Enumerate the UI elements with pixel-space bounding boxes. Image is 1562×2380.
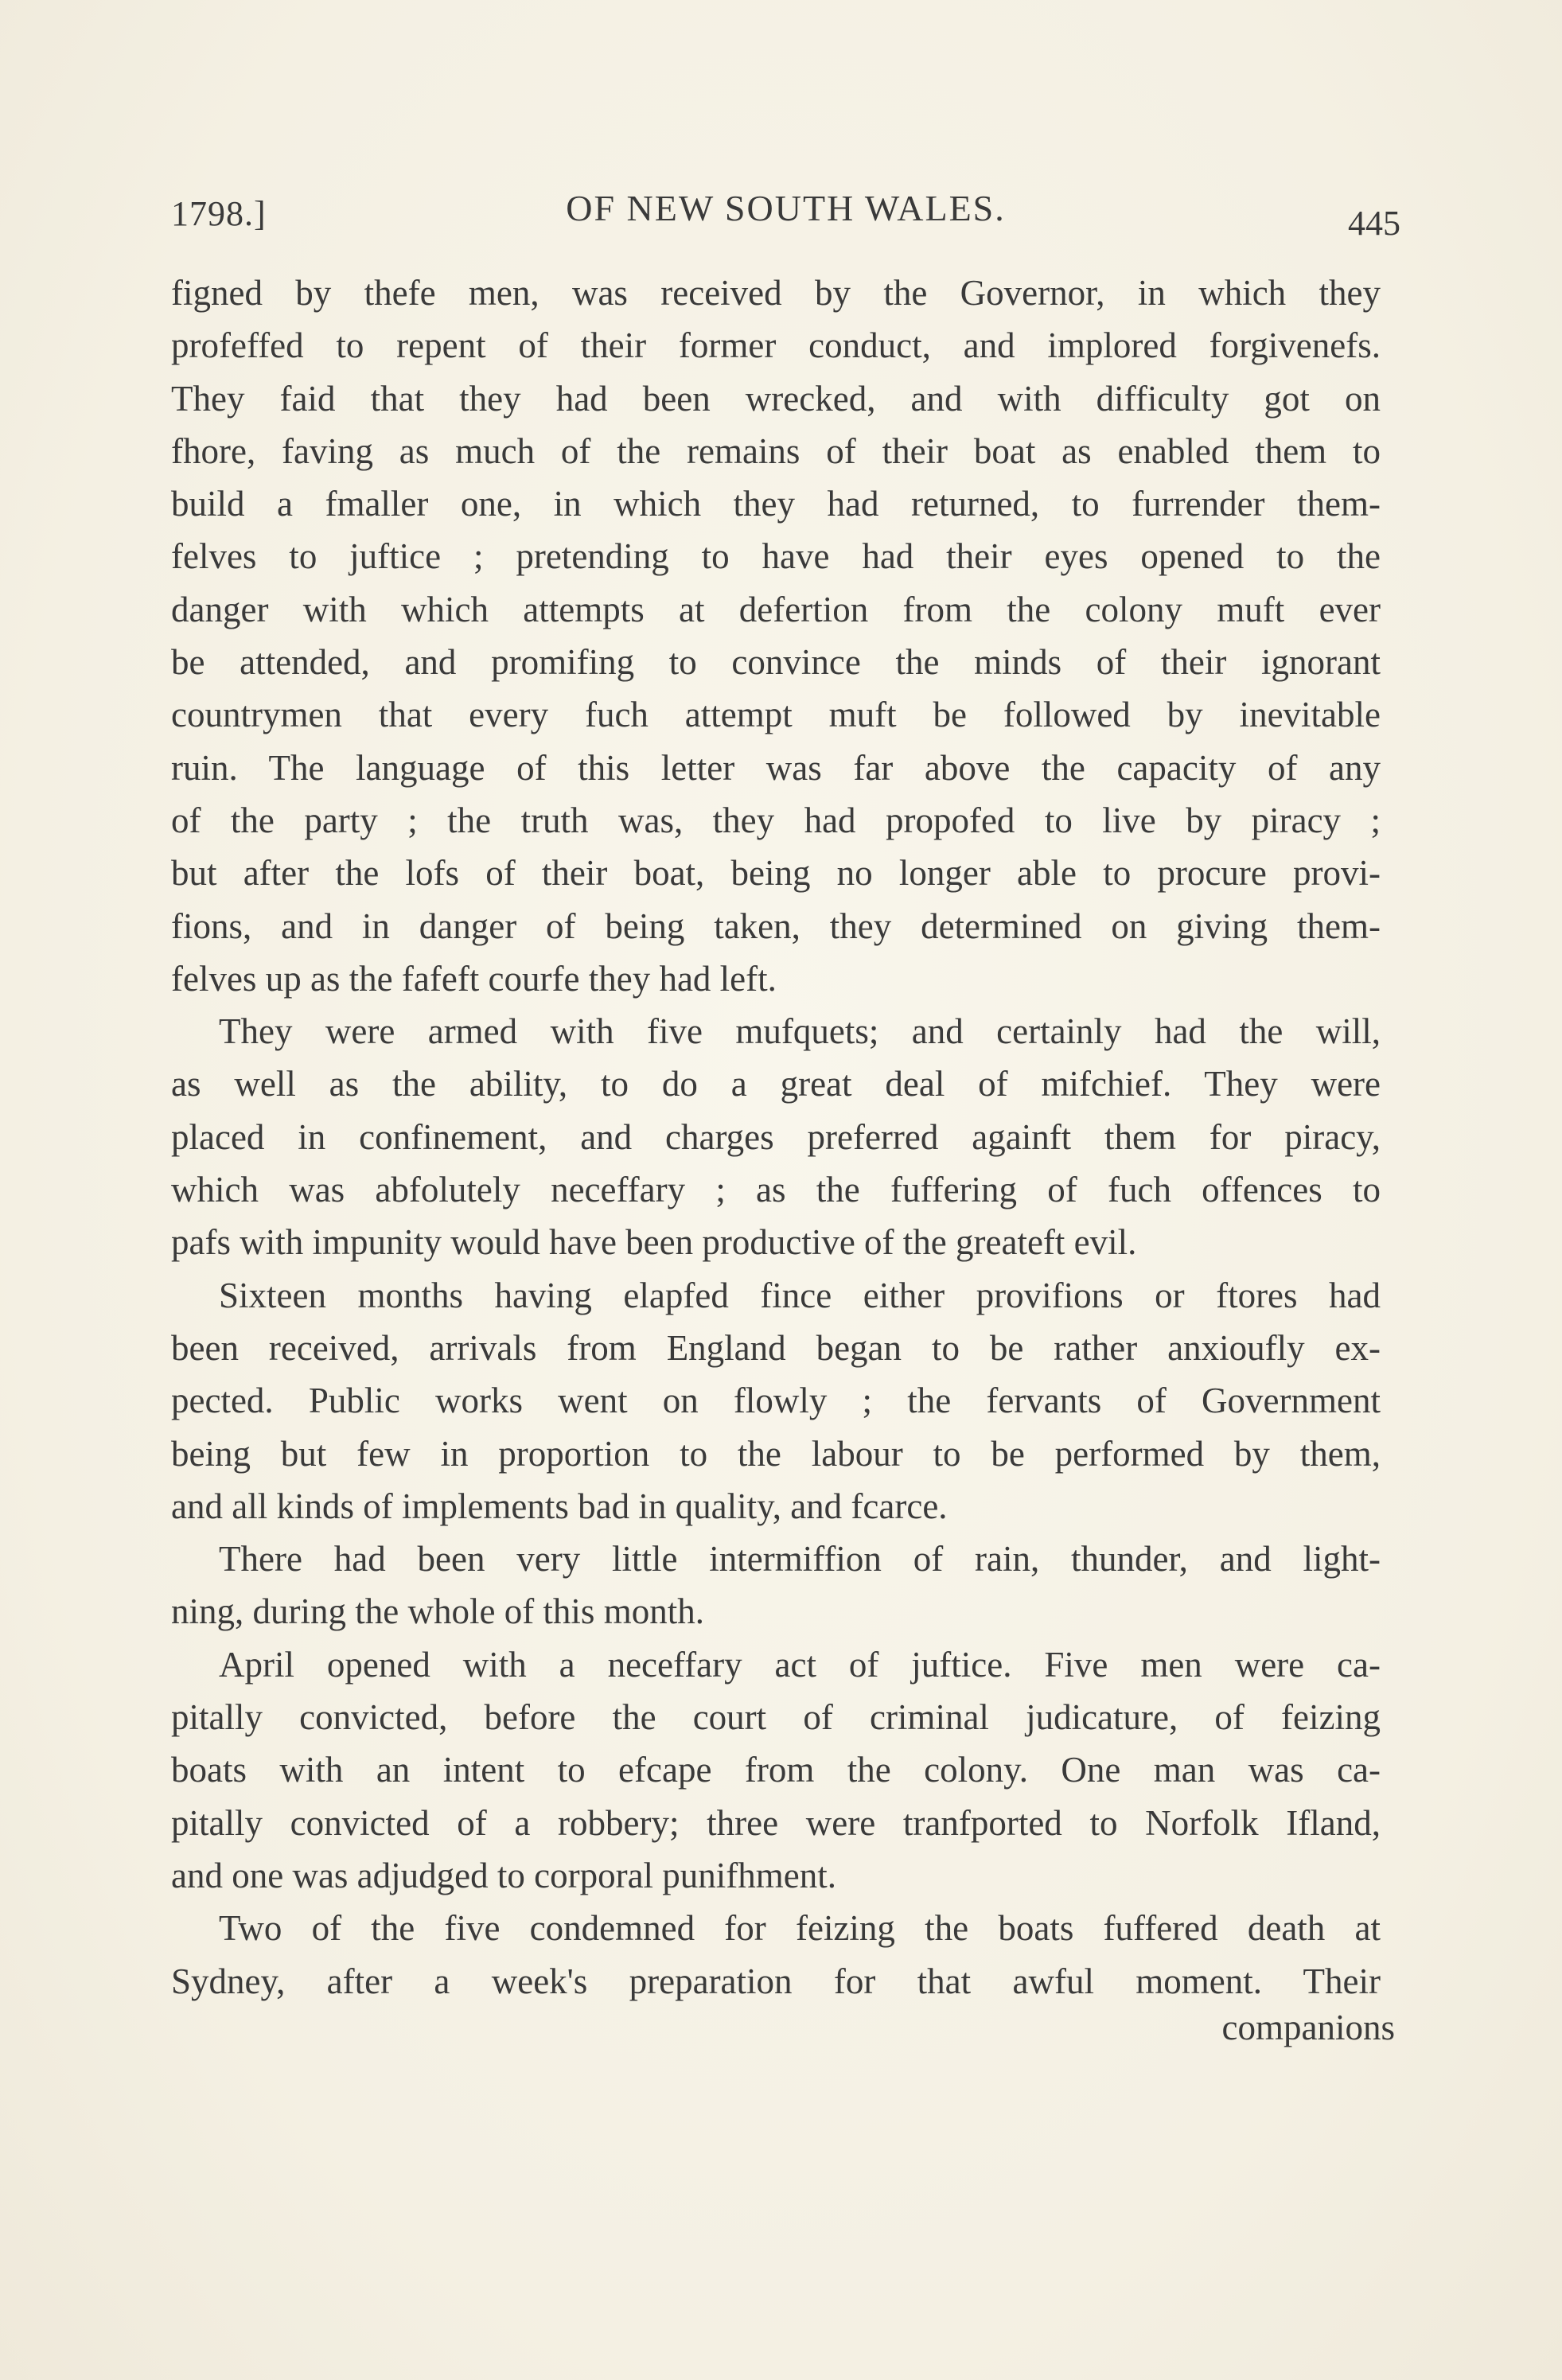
text-line: felves to juftice ; pretending to have had their eyes opened to the (171, 536, 1381, 577)
text-line: fhore, faving as much of the remains of their boat as enabled them to (171, 430, 1381, 471)
text-line: and all kinds of implements bad in quality, and fcarce. (171, 1486, 948, 1526)
catchword: companions (1221, 2008, 1395, 2047)
text-line: figned by thefe men, was received by the Governor, in which they (171, 273, 1381, 313)
text-line: profeffed to repent of their former conduct, and implored forgivenefs. (171, 325, 1381, 366)
text-line: of the party ; the truth was, they had propofed to live by piracy ; (171, 800, 1381, 840)
text-line: pitally convicted, before the court of criminal judicature, of feizing (171, 1697, 1381, 1738)
header-year: 1798.] (171, 194, 267, 233)
page-number: 445 (1348, 204, 1400, 243)
body-text (171, 267, 1381, 2008)
text-line: which was abfolutely neceffary ; as the fuffering of fuch offences to (171, 1170, 1381, 1210)
text-line: Two of the five condemned for feizing the boats fuffered death at (219, 1908, 1381, 1949)
text-line: danger with which attempts at defertion from the colony muft ever (171, 589, 1381, 629)
text-line: and one was adjudged to corporal punifhment. (171, 1855, 837, 1895)
running-title: OF NEW SOUTH WALES. (566, 188, 1006, 228)
text-line: be attended, and promifing to convince the minds of their ignorant (171, 642, 1381, 683)
text-line: felves up as the fafeft courfe they had left. (171, 958, 777, 999)
text-line: pafs with impunity would have been productive of the greateft evil. (171, 1222, 1137, 1263)
running-header (171, 187, 1400, 243)
text-line: pitally convicted of a robbery; three were tranfported to Norfolk Ifland, (171, 1802, 1381, 1843)
text-line: fions, and in danger of being taken, they determined on giving them- (171, 906, 1381, 946)
text-line: pected. Public works went on flowly ; the fervants of Government (171, 1381, 1381, 1421)
text-line: ning, during the whole of this month. (171, 1591, 704, 1632)
text-line: There had been very little intermiffion of rain, thunder, and light- (219, 1539, 1381, 1580)
text-line: Sydney, after a week's preparation for that awful moment. Their (171, 1961, 1381, 2001)
text-line: April opened with a neceffary act of juftice. Five men were ca- (219, 1644, 1381, 1685)
text-line: boats with an intent to efcape from the colony. One man was ca- (171, 1750, 1381, 1790)
text-line: being but few in proportion to the labour to be performed by them, (171, 1433, 1381, 1474)
text-line: countrymen that every fuch attempt muft be followed by inevitable (171, 695, 1381, 735)
text-line: placed in confinement, and charges preferred againft them for piracy, (171, 1116, 1381, 1157)
text-line: been received, arrivals from England began to be rather anxioufly ex- (171, 1327, 1381, 1368)
text-line: Sixteen months having elapfed fince either provifions or ftores had (219, 1275, 1381, 1315)
text-line: build a fmaller one, in which they had returned, to furrender them- (171, 484, 1381, 524)
text-line: as well as the ability, to do a great deal of mifchief. They were (171, 1064, 1381, 1104)
text-line: They faid that they had been wrecked, and with difficulty got on (171, 378, 1381, 419)
text-line: They were armed with five mufquets; and certainly had the will, (219, 1011, 1381, 1052)
text-line: but after the lofs of their boat, being no longer able to procure provi- (171, 853, 1381, 894)
text-line: ruin. The language of this letter was far above the capacity of any (171, 747, 1381, 788)
